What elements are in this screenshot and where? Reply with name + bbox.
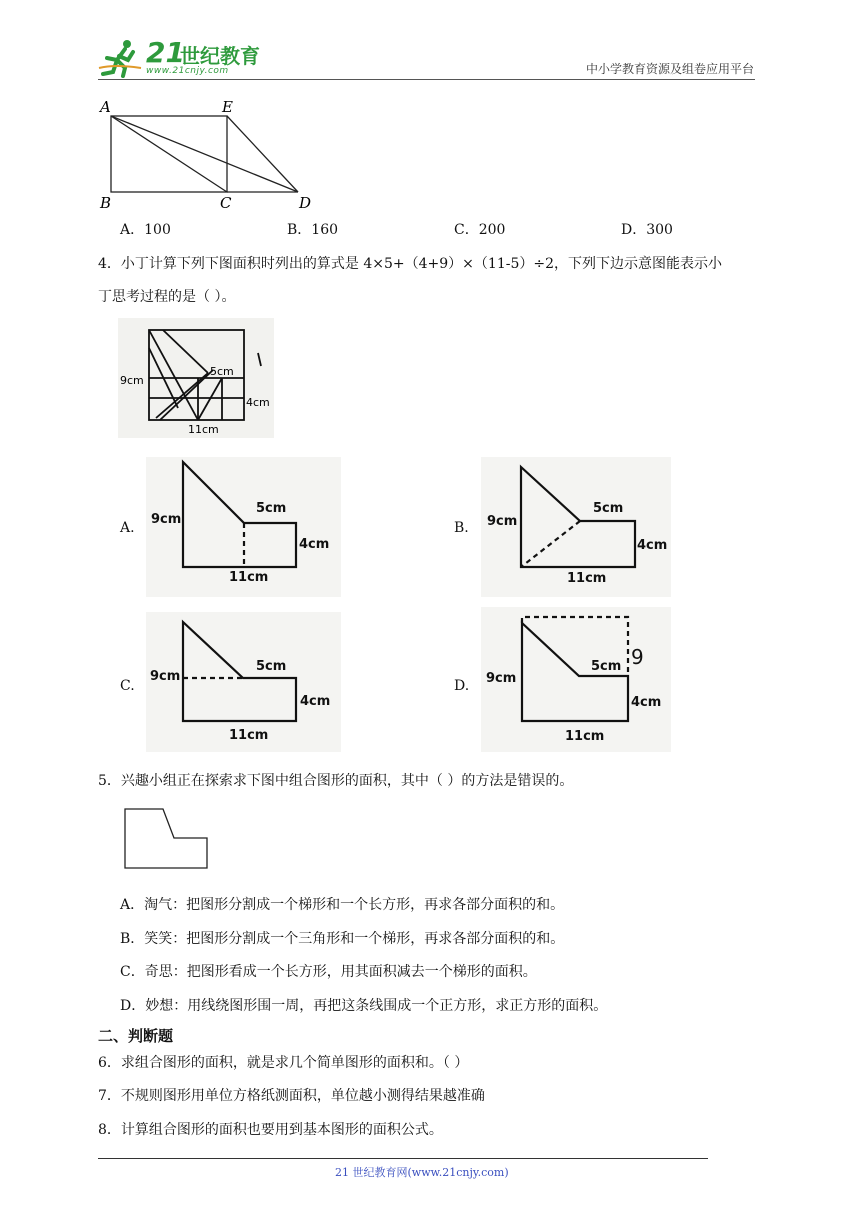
q5-composite-figure bbox=[118, 803, 218, 875]
logo-number: 21 bbox=[146, 36, 185, 69]
header-rule bbox=[98, 79, 755, 80]
q5-option-b[interactable]: B．笑笑：把图形分割成一个三角形和一个梯形，再求各部分面积的和。 bbox=[120, 931, 565, 947]
logo-name: 世纪教育 bbox=[180, 44, 260, 68]
q4-option-b-letter[interactable]: B. bbox=[454, 520, 469, 536]
q4-sketch-photo bbox=[118, 318, 274, 438]
point-b-label: B bbox=[100, 194, 112, 212]
option-d-bottom-label: 11cm bbox=[565, 729, 605, 744]
q3-option-b[interactable]: B．160 bbox=[287, 222, 339, 238]
footer-text[interactable]: 21 世纪教育网(www.21cnjy.com) bbox=[335, 1166, 509, 1179]
platform-name: 中小学教育资源及组卷应用平台 bbox=[585, 62, 754, 76]
q6-stem: 6．求组合图形的面积，就是求几个简单图形的面积和。（ ） bbox=[98, 1055, 469, 1071]
sketch-top-label: 5cm bbox=[210, 365, 234, 378]
option-c-side-label: 4cm bbox=[300, 694, 331, 709]
sketch-side-label: 4cm bbox=[246, 396, 270, 409]
sketch-height-label: 9cm bbox=[120, 374, 144, 387]
option-c-bottom-label: 11cm bbox=[229, 728, 269, 743]
q5-option-a[interactable]: A．淘气：把图形分割成一个梯形和一个长方形，再求各部分面积的和。 bbox=[120, 897, 565, 913]
header bbox=[0, 0, 860, 85]
q4-stem-line2: 丁思考过程的是（ ）。 bbox=[98, 289, 236, 305]
option-a-bottom-label: 11cm bbox=[229, 570, 269, 585]
q4-option-c-letter[interactable]: C. bbox=[120, 678, 135, 694]
option-d-handwritten-mark: 9 bbox=[631, 645, 644, 669]
q4-option-c-figure[interactable] bbox=[146, 612, 341, 752]
option-a-side-label: 4cm bbox=[299, 537, 330, 552]
section-title-judgement: 二、判断题 bbox=[98, 1027, 174, 1045]
option-d-side-label: 4cm bbox=[631, 695, 662, 710]
point-d-label: D bbox=[299, 194, 312, 212]
q5-option-c[interactable]: C．奇思：把图形看成一个长方形，用其面积减去一个梯形的面积。 bbox=[120, 964, 537, 980]
q5-stem: 5．兴趣小组正在探索求下图中组合图形的面积，其中（ ）的方法是错误的。 bbox=[98, 773, 574, 789]
q3-option-d[interactable]: D．300 bbox=[621, 222, 673, 238]
option-d-height-label: 9cm bbox=[486, 671, 517, 686]
sketch-bottom-label: 11cm bbox=[188, 423, 219, 436]
option-b-side-label: 4cm bbox=[637, 538, 668, 553]
point-e-label: E bbox=[222, 98, 233, 116]
footer-rule bbox=[98, 1158, 708, 1159]
option-b-height-label: 9cm bbox=[487, 514, 518, 529]
runner-logo-icon bbox=[95, 38, 145, 78]
q3-rectangle-figure bbox=[98, 98, 323, 213]
q4-stem-line1: 4．小丁计算下列下图面积时列出的算式是 4×5+（4+9）×（11-5）÷2，下列下边示意图能表示小 bbox=[98, 256, 722, 272]
option-c-height-label: 9cm bbox=[150, 669, 181, 684]
q3-option-c[interactable]: C．200 bbox=[454, 222, 506, 238]
q8-stem: 8．计算组合图形的面积也要用到基本图形的面积公式。 bbox=[98, 1122, 443, 1138]
option-d-top-label: 5cm bbox=[591, 659, 622, 674]
q5-option-d[interactable]: D．妙想：用线绕图形围一周，再把这条线围成一个正方形，求正方形的面积。 bbox=[120, 998, 608, 1014]
q4-option-d-letter[interactable]: D. bbox=[454, 678, 470, 694]
point-c-label: C bbox=[220, 194, 232, 212]
q7-stem: 7．不规则图形用单位方格纸测面积，单位越小测得结果越准确 bbox=[98, 1088, 485, 1104]
option-a-top-label: 5cm bbox=[256, 501, 287, 516]
q4-option-d-figure[interactable] bbox=[481, 607, 671, 752]
q3-option-a[interactable]: A．100 bbox=[120, 222, 171, 238]
q4-option-a-letter[interactable]: A. bbox=[120, 520, 135, 536]
q4-option-b-figure[interactable] bbox=[481, 457, 671, 597]
option-c-top-label: 5cm bbox=[256, 659, 287, 674]
point-a-label: A bbox=[100, 98, 111, 116]
option-a-height-label: 9cm bbox=[151, 512, 182, 527]
option-b-bottom-label: 11cm bbox=[567, 571, 607, 586]
q4-option-a-figure[interactable] bbox=[146, 457, 341, 597]
option-b-top-label: 5cm bbox=[593, 501, 624, 516]
logo-url: www.21cnjy.com bbox=[146, 66, 229, 76]
